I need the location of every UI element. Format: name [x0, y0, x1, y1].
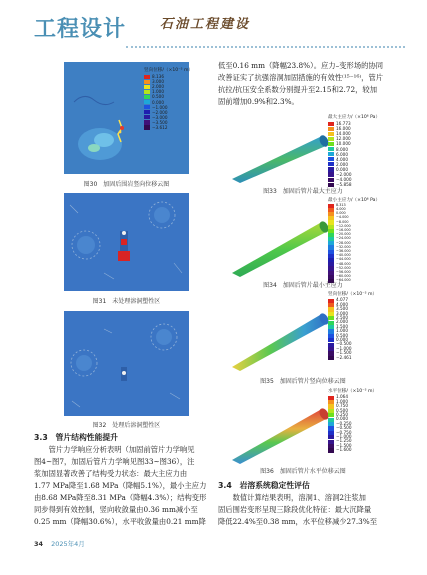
fig33-legend-swatch: [328, 162, 334, 166]
figure-30-legend-rows: [144, 74, 193, 130]
fig33-legend-swatch: [328, 137, 334, 141]
figure-33-legend-title: 最大主应力/（×10⁶ Pa）: [328, 115, 381, 120]
fig36-legend-value: −1.500: [336, 442, 352, 448]
fig33-legend-value: 8.000: [336, 146, 348, 152]
fig33-legend-value: 16.773: [336, 121, 351, 127]
text-line: 由8.68 MPa降至8.31 MPa（降幅4.3%）；结构变形: [34, 493, 207, 502]
issue-date: 2025年4月: [51, 540, 85, 548]
figure-31-image: [64, 193, 189, 291]
fig30-legend-swatch: [144, 95, 150, 99]
fig35-legend-value: 2.000: [336, 319, 348, 325]
figure-31-caption: 图31 未处理溶洞塑性区: [92, 298, 161, 305]
fig33-legend-swatch: [328, 172, 334, 176]
fig34-legend-value: −24.000: [336, 236, 351, 241]
fig36-legend-value: −0.750: [336, 429, 352, 435]
figure-36-caption: 图36 加固后管片水平位移云图: [260, 468, 346, 475]
page-header: [0, 0, 427, 52]
fig33-legend-swatch: [328, 157, 334, 161]
figure-35-caption: 图35 加固后管片竖向位移云图: [260, 378, 346, 385]
section-heading-3-3: 3.3 管片结构性能提升: [34, 433, 118, 442]
fig30-legend-value: 3.000: [152, 79, 164, 85]
figure-32: [64, 311, 189, 416]
figure-31: [64, 193, 189, 291]
fig33-legend-swatch: [328, 167, 334, 171]
fig30-legend-value: −3.000: [152, 114, 168, 120]
figure-32-contour: [64, 311, 189, 416]
fig35-legend-row: [328, 356, 377, 360]
section-heading-3-4: 3.4 岩溶系统稳定性评估: [218, 481, 310, 490]
fig33-legend-swatch: [328, 178, 334, 182]
fig34-legend-value: −64.000: [336, 278, 351, 283]
fig30-legend-swatch: [144, 75, 150, 79]
fig36-legend-row: [328, 448, 377, 452]
figure-36-legend-title: 水平位移/（×10⁻³ m）: [328, 389, 378, 394]
fig36-legend-value: −1.250: [336, 438, 352, 444]
fig30-legend-swatch: [144, 100, 150, 104]
fig30-legend-value: −2.000: [152, 109, 168, 115]
fig30-legend-value: −3.500: [152, 119, 168, 125]
page-footer: [34, 539, 85, 548]
fig35-legend-value: 4.000: [336, 301, 348, 307]
fig33-legend-value: −2.000: [336, 172, 352, 178]
fig30-legend-swatch: [144, 85, 150, 89]
fig33-legend-swatch: [328, 142, 334, 146]
fig33-legend-swatch: [328, 132, 334, 136]
fig30-legend-swatch: [144, 115, 150, 119]
journal-brand: 石油工程建设: [160, 17, 251, 32]
fig33-legend-value: 4.000: [336, 156, 348, 162]
fig33-legend-value: 12.000: [336, 136, 351, 142]
right-bottom-paragraph: [218, 492, 404, 528]
fig35-legend-value: −2.461: [336, 354, 352, 360]
left-paragraph: [34, 444, 214, 528]
fig36-legend-value: −1.600: [336, 447, 352, 453]
text-line: 改善证实了抗强溶洞加固措施的有效性⁽¹⁵⁻¹⁶⁾，管片: [218, 73, 384, 82]
fig35-legend-value: 2.500: [336, 315, 348, 321]
figure-30-legend-title: 竖向位移/（×10⁻³ m）: [144, 68, 194, 73]
figure-30-caption: 图30 加固后围岩竖向位移云图: [83, 181, 170, 188]
figure-32-caption: 图32 处理后溶洞塑性区: [92, 422, 161, 429]
fig33-legend-value: −4.000: [336, 177, 352, 183]
fig35-legend-value: −0.500: [336, 341, 352, 347]
fig34-legend-value: −12.000: [336, 223, 351, 228]
text-line: 管片力学响应分析表明（加固前管片力学响见: [34, 445, 195, 454]
figure-35-legend-rows: [328, 298, 377, 360]
fig33-legend-value: 14.000: [336, 131, 351, 137]
journal-section-title: 工程设计: [34, 17, 127, 42]
figure-33-legend-rows: [328, 121, 380, 187]
fig36-legend-value: 0.000: [336, 416, 348, 422]
fig34-legend-value: −52.000: [336, 265, 351, 270]
fig36-legend-value: 1.000: [336, 398, 348, 404]
text-line: 0.25 mm（降幅30.6%），水平收敛量由0.21 mm降: [34, 517, 206, 526]
fig30-legend-row: [144, 125, 193, 130]
fig36-legend-value: 1.064: [336, 394, 348, 400]
figure-34-legend-title: 最小主应力/（×10⁶ Pa）: [328, 198, 381, 203]
fig30-legend-value: 1.000: [152, 89, 164, 95]
fig33-legend-swatch: [328, 152, 334, 156]
fig33-legend-value: −5.858: [336, 182, 352, 188]
figure-33-legend: [328, 115, 380, 187]
fig36-legend-value: −0.500: [336, 425, 352, 431]
fig34-legend-value: −28.000: [336, 240, 351, 245]
fig36-legend-value: −0.250: [336, 420, 352, 426]
fig35-legend-value: 0.500: [336, 332, 348, 338]
fig34-legend-value: −8.000: [336, 219, 349, 224]
text-line: 降低22.4%至0.38 mm，水平位移减少27.3%至: [218, 517, 378, 526]
text-line: 浆加固显著改善了结构受力状态：最大主应力由: [34, 469, 188, 478]
header-rule: [126, 46, 405, 48]
fig36-legend-value: 0.250: [336, 412, 348, 418]
figure-34-caption: 图34 加固后管片最小主应力: [263, 282, 343, 289]
fig33-legend-value: 0.000: [336, 166, 348, 172]
fig34-legend-value: −32.000: [336, 244, 351, 249]
fig30-legend-swatch: [144, 125, 150, 129]
figure-34-legend: [328, 199, 380, 283]
text-line: 固后围岩变形呈现三除段优化特征：最大沉降量: [218, 505, 372, 514]
text-line: 抗拉/抗压安全系数分别提升至2.15和2.72，较加: [218, 85, 377, 94]
fig35-legend-value: 4.077: [336, 297, 348, 303]
fig35-legend-value: 3.000: [336, 310, 348, 316]
text-line: 数值计算结果表明，溶洞1、溶洞2注浆加: [218, 493, 366, 502]
fig30-legend-value: 0.000: [152, 99, 164, 105]
right-top-paragraph: [218, 60, 404, 108]
fig34-legend-value: −60.000: [336, 274, 351, 279]
fig36-legend-value: 0.500: [336, 407, 348, 413]
fig36-legend-value: −1.000: [336, 434, 352, 440]
fig35-legend-value: 0.000: [336, 337, 348, 343]
figure-31-contour: [64, 193, 189, 291]
fig30-legend-swatch: [144, 120, 150, 124]
fig34-legend-value: −4.000: [336, 215, 349, 220]
fig34-legend-value: 4.000: [336, 207, 346, 212]
fig33-legend-swatch: [328, 122, 334, 126]
fig30-legend-value: 0.500: [152, 94, 164, 100]
text-line: 低至0.16 mm（降幅23.8%）。应力–变形场的协同: [218, 61, 384, 70]
figure-33: [228, 115, 381, 188]
fig30-legend-value: 2.000: [152, 84, 164, 90]
text-line: 1.77 MPa降至1.68 MPa（降幅5.1%），最小主应力: [34, 481, 207, 490]
fig30-legend-value: 8.136: [152, 74, 164, 80]
fig30-legend-swatch: [144, 90, 150, 94]
fig34-legend-value: 8.313: [336, 202, 346, 207]
fig33-legend-swatch: [328, 147, 334, 151]
fig33-legend-value: 6.000: [336, 151, 348, 157]
fig35-legend-value: −1.500: [336, 350, 352, 356]
figure-30-legend: [144, 68, 193, 130]
fig34-legend-value: 0.000: [336, 211, 346, 216]
page-number: 34: [34, 540, 44, 548]
fig34-legend-value: −48.000: [336, 261, 351, 266]
fig34-legend-value: −44.000: [336, 257, 351, 262]
text-line: 固前增加0.9%和2.3%。: [218, 97, 299, 106]
figure-35-legend-title: 竖向位移/（×10⁻³ m）: [328, 292, 378, 297]
text-line: 同步得到有效控制，竖向收敛量由0.36 mm减小至: [34, 505, 198, 514]
fig35-legend-value: 1.000: [336, 328, 348, 334]
fig33-legend-swatch: [328, 127, 334, 131]
figure-36-legend: [328, 390, 377, 453]
figure-34: [228, 198, 381, 283]
fig35-legend-value: 3.500: [336, 306, 348, 312]
fig34-legend-value: −16.000: [336, 228, 351, 233]
fig30-legend-swatch: [144, 105, 150, 109]
fig35-legend-value: 1.500: [336, 323, 348, 329]
fig30-legend-value: −3.612: [152, 125, 168, 131]
fig36-legend-value: 0.750: [336, 403, 348, 409]
fig35-legend-value: −1.000: [336, 345, 352, 351]
figure-34-legend-rows: [328, 204, 380, 284]
fig30-legend-swatch: [144, 80, 150, 84]
fig34-legend-value: −20.000: [336, 232, 351, 237]
fig33-legend-value: 10.000: [336, 141, 351, 147]
figure-32-image: [64, 311, 189, 416]
fig30-legend-value: −1.000: [152, 104, 168, 110]
fig36-legend-swatch: [328, 448, 334, 452]
figure-35: [228, 293, 378, 371]
fig30-legend-swatch: [144, 110, 150, 114]
fig35-legend-swatch: [328, 356, 334, 360]
fig34-legend-value: −36.000: [336, 248, 351, 253]
figure-30: [64, 62, 194, 174]
figure-33-caption: 图33 加固后管片最大主应力: [263, 188, 343, 195]
fig33-legend-value: 16.000: [336, 126, 351, 132]
figure-35-legend: [328, 293, 377, 360]
fig33-legend-value: 2.000: [336, 161, 348, 167]
text-line: 图4~图7，加固后管片力学响见图33~图36），注: [34, 457, 195, 466]
fig34-legend-value: −40.000: [336, 253, 351, 258]
fig34-legend-value: −56.000: [336, 269, 351, 274]
figure-36: [228, 390, 378, 464]
figure-36-legend-rows: [328, 395, 377, 452]
